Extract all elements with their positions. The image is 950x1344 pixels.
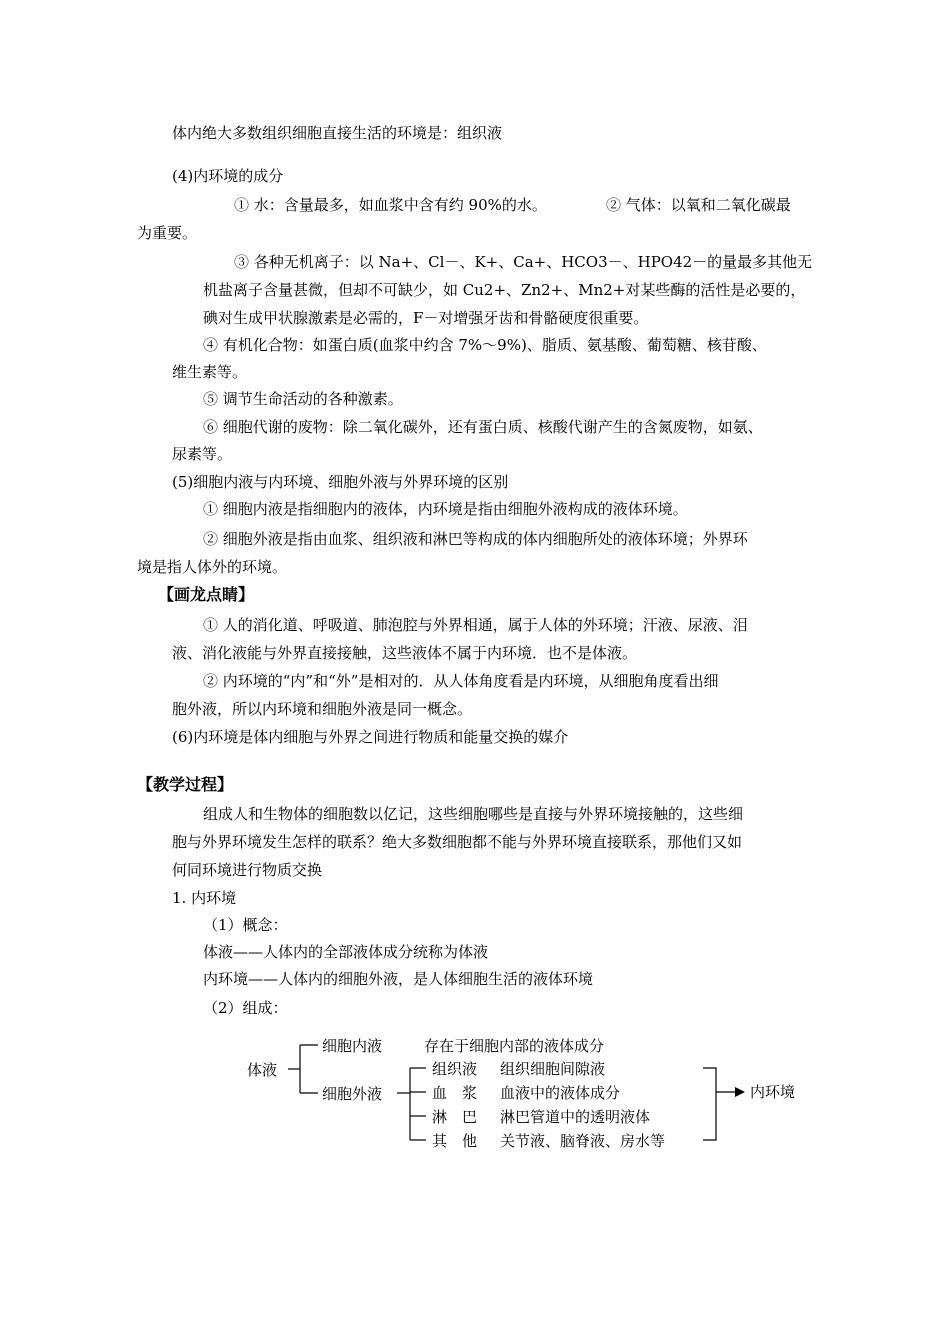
section-heading-1: 1. 内环境 (172, 889, 237, 907)
diagram-item-desc: 组织细胞间隙液 (500, 1060, 606, 1078)
text-line: 体液——人体内的全部液体成分统称为体液 (203, 943, 489, 961)
diagram-item-name: 组织液 (432, 1060, 478, 1078)
text-line: 境是指人体外的环境。 (137, 558, 288, 576)
heading-hualongdianjing: 【画龙点睛】 (158, 585, 255, 604)
text-line: 体内绝大多数组织细胞直接生活的环境是：组织液 (172, 124, 503, 142)
text-line: ④ 有机化合物：如蛋白质(血浆中约含 7%～9%)、脂质、氨基酸、葡萄糖、核苷酸、 (203, 336, 767, 354)
text-line: 机盐离子含量甚微，但却不可缺少，如 Cu2+、Zn2+、Mn2+对某些酶的活性是必要的， (203, 281, 806, 299)
text-line: （2）组成： (203, 999, 288, 1017)
text-line: 胞与外界环境发生怎样的联系？绝大多数细胞都不能与外界环境直接联系，那他们又如 (172, 833, 743, 851)
section-heading-6: (6)内环境是体内细胞与外界之间进行物质和能量交换的媒介 (172, 728, 569, 746)
text-line: ① 水：含量最多，如血浆中含有约 90%的水。 (234, 196, 547, 214)
text-line: 为重要。 (137, 224, 198, 242)
diagram-item-name: 血 浆 (432, 1084, 478, 1102)
section-heading-5: (5)细胞内液与内环境、细胞外液与外界环境的区别 (172, 473, 509, 491)
text-line: 胞外液，所以内环境和细胞外液是同一概念。 (172, 700, 473, 718)
heading-teaching-process: 【教学过程】 (137, 775, 234, 794)
diagram-item-name: 淋 巴 (432, 1108, 478, 1126)
text-line: ③ 各种无机离子：以 Na+、Cl－、K+、Ca+、HCO3－、HPO42－的量最多其他无 (234, 253, 813, 271)
text-line: ② 气体：以氧和二氧化碳最 (606, 196, 791, 214)
text-line: 维生素等。 (172, 363, 248, 381)
text-line: ① 人的消化道、呼吸道、肺泡腔与外界相通，属于人体的外环境；汗液、尿液、泪 (203, 616, 748, 634)
text-line: ① 细胞内液是指细胞内的液体，内环境是指由细胞外液构成的液体环境。 (203, 500, 688, 518)
text-line: 组成人和生物体的细胞数以亿记，这些细胞哪些是直接与外界环境接触的，这些细 (203, 805, 744, 823)
diagram-extracellular: 细胞外液 (322, 1085, 383, 1103)
text-line: ⑥ 细胞代谢的废物：除二氧化碳外，还有蛋白质、核酸代谢产生的含氮废物，如氨、 (203, 418, 763, 436)
right-bracket (703, 1068, 716, 1140)
arrow-head (735, 1087, 745, 1097)
diagram-root: 体液 (247, 1061, 278, 1079)
text-line: 液、消化液能与外界直接接触，这些液体不属于内环境．也不是体液。 (172, 644, 638, 662)
diagram-item-desc: 血液中的液体成分 (500, 1084, 621, 1102)
diagram-item-name: 其 他 (432, 1132, 478, 1150)
text-line: 内环境——人体内的细胞外液，是人体细胞生活的液体环境 (203, 970, 594, 988)
text-line: 尿素等。 (172, 445, 233, 463)
text-line: 碘对生成甲状腺激素是必需的，F－对增强牙齿和骨骼硬度很重要。 (203, 309, 649, 327)
text-line: （1）概念： (203, 916, 288, 934)
diagram-intracellular: 细胞内液 (322, 1037, 383, 1055)
text-line: 何同环境进行物质交换 (172, 861, 323, 879)
section-heading-4: (4)内环境的成分 (172, 167, 284, 185)
text-line: ⑤ 调节生命活动的各种激素。 (203, 390, 403, 408)
diagram-intracellular-desc: 存在于细胞内部的液体成分 (424, 1037, 605, 1055)
diagram-result: 内环境 (750, 1083, 796, 1101)
text-line: ② 细胞外液是指由血浆、组织液和淋巴等构成的体内细胞所处的液体环境；外界环 (203, 530, 748, 548)
text-line: ② 内环境的“内”和“外”是相对的．从人体角度看是内环境，从细胞角度看出细 (203, 672, 719, 690)
diagram-item-desc: 淋巴管道中的透明液体 (500, 1108, 651, 1126)
diagram-item-desc: 关节液、脑脊液、房水等 (500, 1132, 666, 1150)
